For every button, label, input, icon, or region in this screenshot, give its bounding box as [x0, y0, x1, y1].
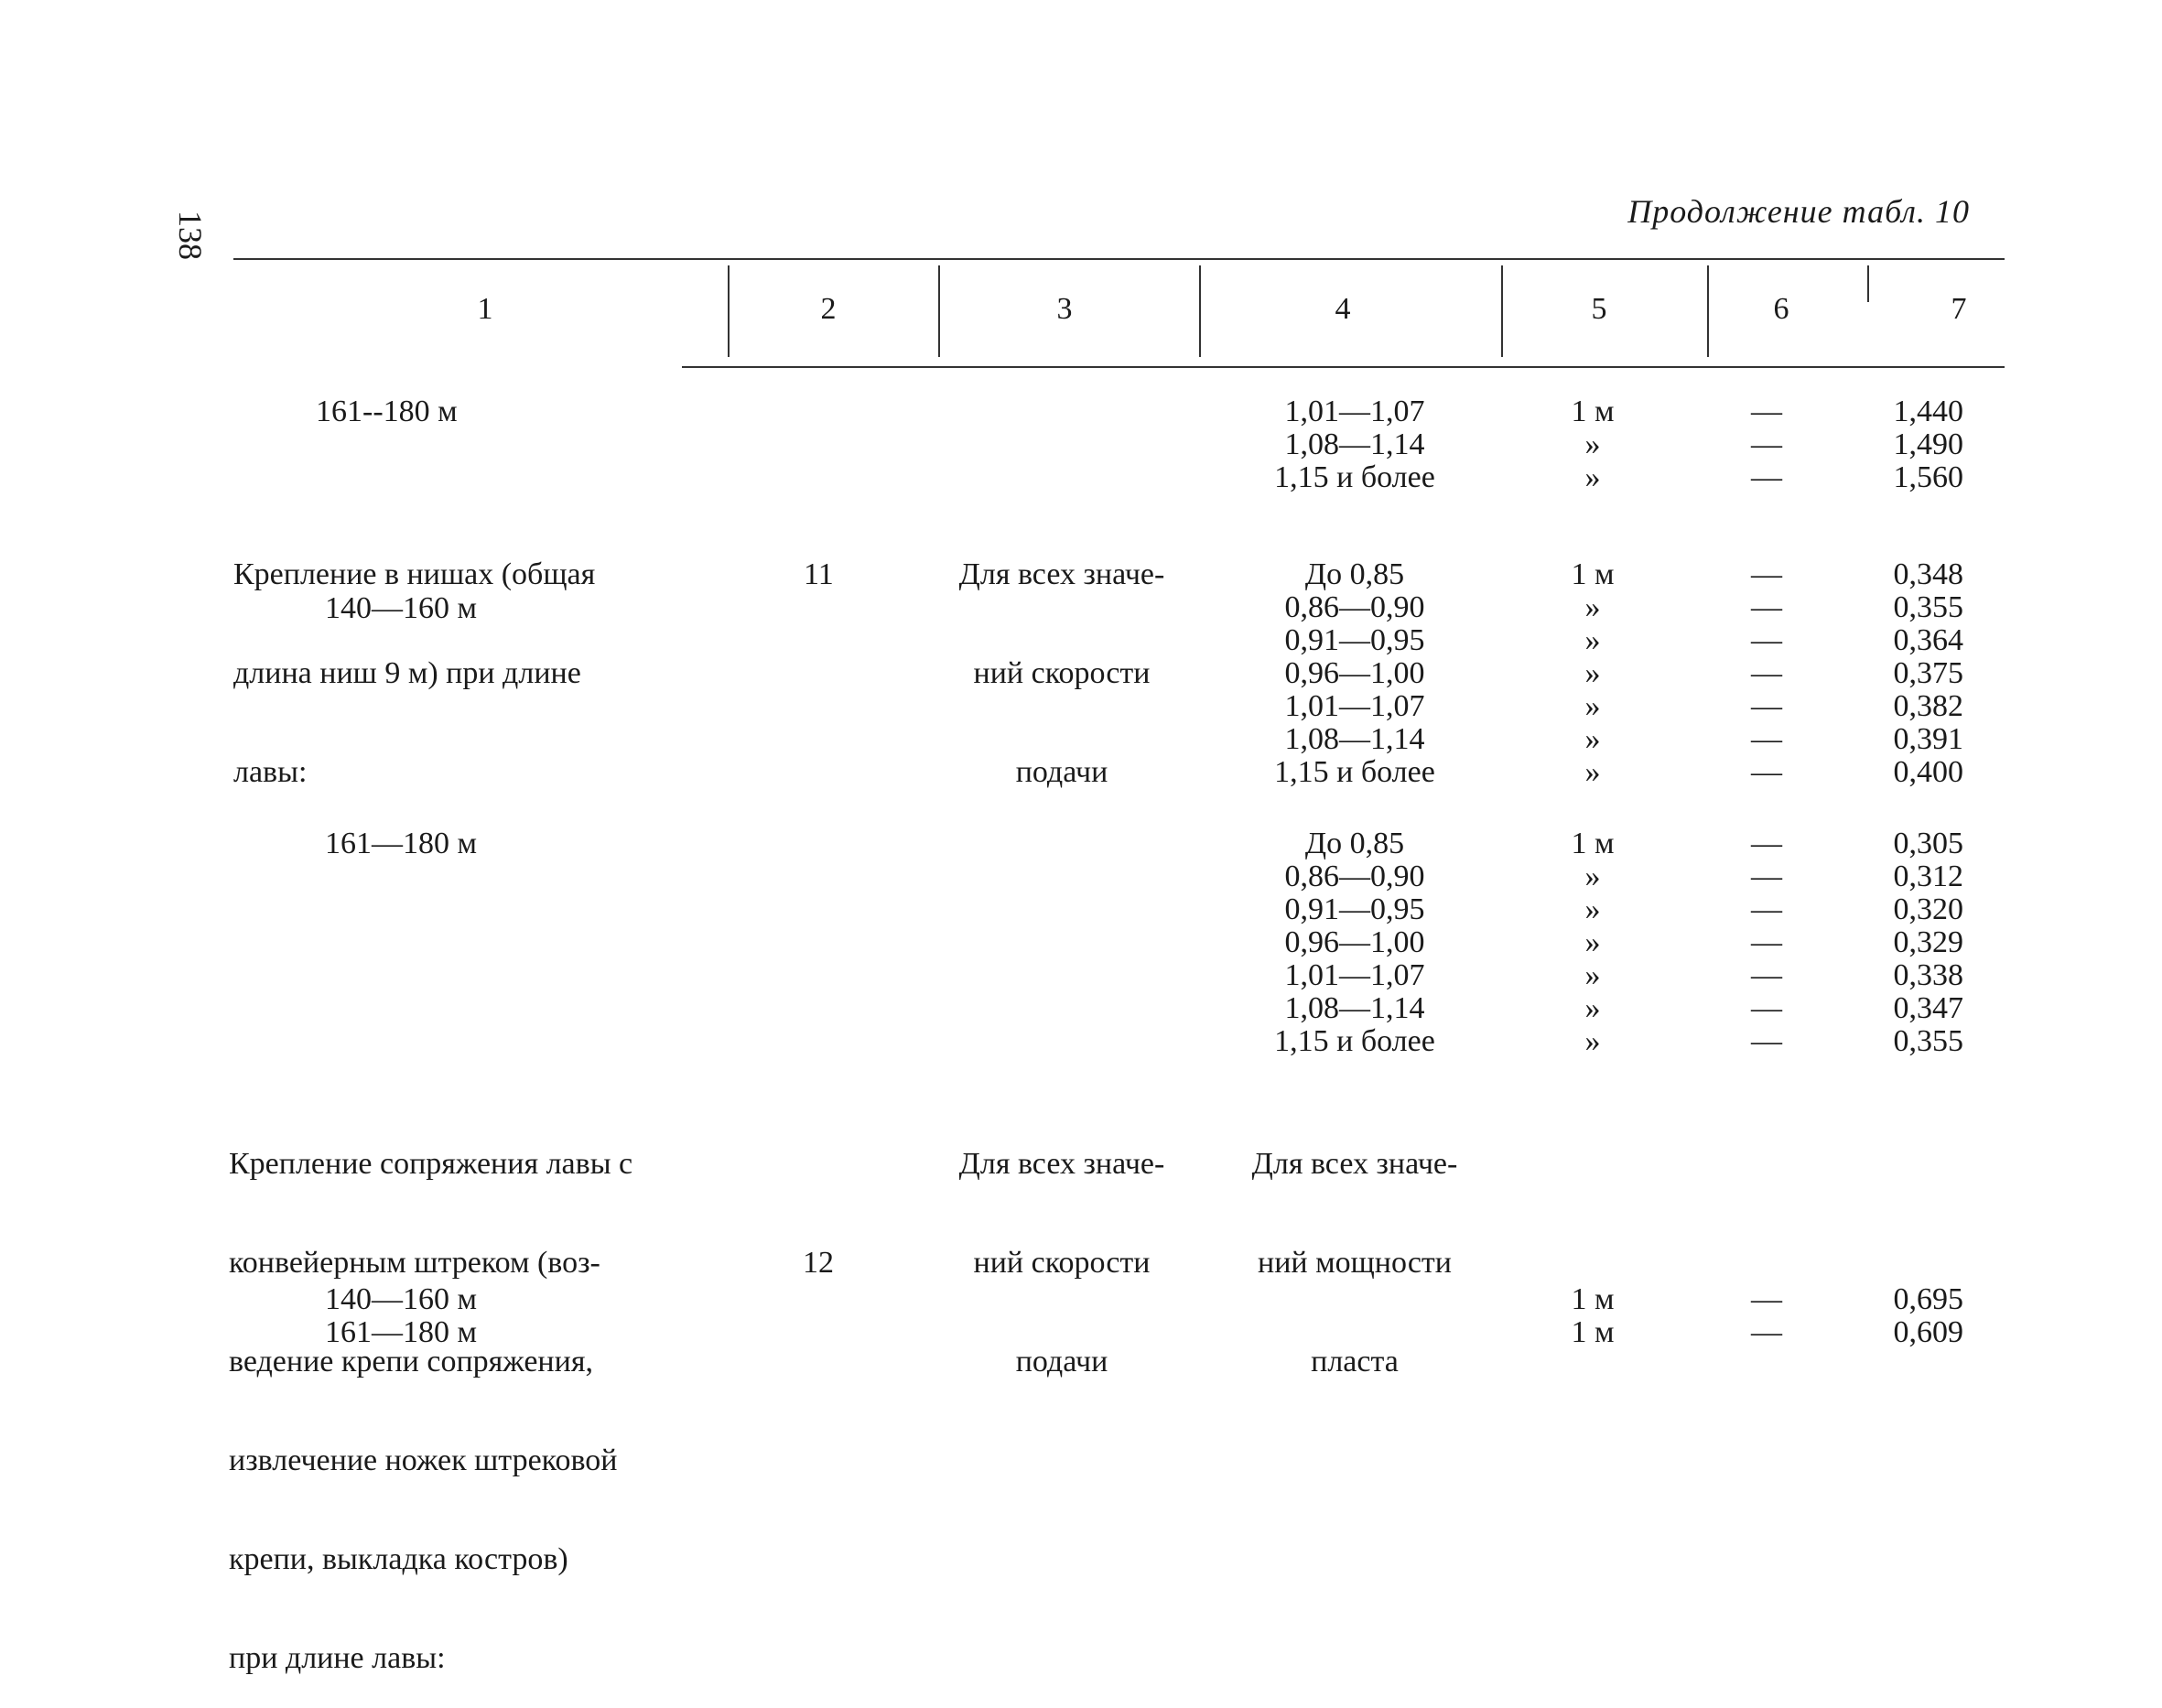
column-header-6: 6	[1773, 292, 1789, 326]
page-number: 138	[172, 211, 209, 260]
column-header-5: 5	[1591, 292, 1607, 326]
row-code: 11	[804, 557, 834, 591]
cell-col-4: До 0,85	[1304, 827, 1405, 860]
cell-col-5: 1 м	[1571, 827, 1615, 860]
column-header-3: 3	[1056, 292, 1073, 326]
cell-col-5: »	[1584, 958, 1601, 992]
cell-col-7: 0,375	[1893, 656, 1963, 690]
cell-col-5: 1 м	[1571, 1315, 1615, 1349]
cell-col-6: —	[1751, 925, 1782, 959]
column-separator	[1867, 265, 1869, 302]
feed-speed-note	[924, 1082, 1199, 1411]
cell-col-5: »	[1584, 460, 1601, 494]
cell-col-7: 0,312	[1893, 859, 1963, 893]
column-separator	[1501, 265, 1503, 357]
cell-col-7: 0,382	[1893, 689, 1963, 723]
cell-col-6: —	[1751, 557, 1782, 591]
cell-col-7: 0,391	[1893, 722, 1963, 756]
cell-col-6: —	[1751, 991, 1782, 1025]
cell-col-4: 1,01—1,07	[1284, 395, 1425, 428]
work-description	[233, 492, 723, 822]
length-label: 140—160 м	[325, 591, 478, 625]
description-line: длина ниш 9 м) при длине	[233, 656, 581, 690]
note-line: Для всех значе-	[958, 557, 1165, 591]
cell-col-6: —	[1751, 827, 1782, 860]
column-header-7: 7	[1951, 292, 1967, 326]
description-line: ведение крепи сопряжения,	[229, 1345, 593, 1378]
cell-col-5: »	[1584, 892, 1601, 926]
cell-col-5: 1 м	[1571, 1282, 1615, 1316]
cell-col-5: »	[1584, 859, 1601, 893]
column-separator	[728, 265, 730, 357]
cell-col-7: 0,305	[1893, 827, 1963, 860]
cell-col-7: 0,355	[1893, 1024, 1963, 1058]
note-line: пласта	[1311, 1345, 1399, 1378]
description-line: крепи, выкладка костров)	[229, 1542, 568, 1576]
length-label: 140—160 м	[325, 1282, 478, 1316]
cell-col-5: 1 м	[1571, 395, 1615, 428]
cell-col-7: 1,560	[1893, 460, 1963, 494]
note-line: Для всех значе-	[958, 1147, 1165, 1181]
cell-col-7: 0,329	[1893, 925, 1963, 959]
description-line: Крепление сопряжения лавы с	[229, 1147, 633, 1181]
cell-col-4: 0,91—0,95	[1284, 623, 1425, 657]
column-header-1: 1	[477, 292, 493, 326]
cell-col-6: —	[1751, 1315, 1782, 1349]
note-line: подачи	[1015, 755, 1108, 789]
cell-col-6: —	[1751, 395, 1782, 428]
cell-col-7: 0,400	[1893, 755, 1963, 789]
cell-col-6: —	[1751, 689, 1782, 723]
note-line: подачи	[1015, 1345, 1108, 1378]
cell-col-4: 1,01—1,07	[1284, 689, 1425, 723]
column-separator	[938, 265, 940, 357]
cell-col-4: 1,15 и более	[1274, 755, 1435, 789]
cell-col-7: 0,355	[1893, 590, 1963, 624]
cell-col-7: 0,348	[1893, 557, 1963, 591]
cell-col-6: —	[1751, 623, 1782, 657]
description-line: лавы:	[233, 755, 308, 789]
description-line: Крепление в нишах (общая	[233, 557, 596, 591]
cell-col-5: »	[1584, 590, 1601, 624]
note-line: ний скорости	[973, 1246, 1151, 1280]
note-line: ний скорости	[973, 656, 1151, 690]
cell-col-5: »	[1584, 427, 1601, 461]
row-code: 12	[803, 1246, 834, 1280]
column-separator	[1707, 265, 1709, 357]
cell-col-6: —	[1751, 1024, 1782, 1058]
note-line: Для всех значе-	[1251, 1147, 1458, 1181]
cell-col-5: 1 м	[1571, 557, 1615, 591]
cell-col-4: 1,15 и более	[1274, 460, 1435, 494]
header-top-rule	[233, 258, 2005, 260]
work-description	[229, 1082, 723, 1708]
cell-col-5: »	[1584, 656, 1601, 690]
table-caption: Продолжение табл. 10	[1627, 193, 1970, 230]
cell-col-4: 1,08—1,14	[1284, 722, 1425, 756]
cell-col-7: 0,338	[1893, 958, 1963, 992]
cell-col-7: 1,440	[1893, 395, 1963, 428]
length-label: 161—180 м	[325, 1315, 478, 1349]
note-line: ний мощности	[1258, 1246, 1452, 1280]
cell-col-7: 1,490	[1893, 427, 1963, 461]
cell-col-4: 1,01—1,07	[1284, 958, 1425, 992]
cell-col-7: 0,364	[1893, 623, 1963, 657]
cell-col-5: »	[1584, 623, 1601, 657]
cell-col-6: —	[1751, 1282, 1782, 1316]
cell-col-6: —	[1751, 722, 1782, 756]
cell-col-6: —	[1751, 892, 1782, 926]
cell-col-5: »	[1584, 689, 1601, 723]
cell-col-5: »	[1584, 925, 1601, 959]
cell-col-4: До 0,85	[1304, 557, 1405, 591]
feed-speed-note	[924, 492, 1199, 822]
cell-col-5: »	[1584, 755, 1601, 789]
description-line: при длине лавы:	[229, 1641, 446, 1675]
cell-col-7: 0,695	[1893, 1282, 1963, 1316]
cell-col-5: »	[1584, 1024, 1601, 1058]
length-label: 161—180 м	[325, 827, 478, 860]
column-header-2: 2	[820, 292, 837, 326]
cell-col-4: 0,96—1,00	[1284, 656, 1425, 690]
cell-col-4: 0,91—0,95	[1284, 892, 1425, 926]
cell-col-6: —	[1751, 755, 1782, 789]
column-separator	[1199, 265, 1201, 357]
cell-col-5: »	[1584, 991, 1601, 1025]
cell-col-6: —	[1751, 427, 1782, 461]
cell-col-4: 1,08—1,14	[1284, 991, 1425, 1025]
header-bottom-rule	[682, 366, 2005, 368]
cell-col-7: 0,347	[1893, 991, 1963, 1025]
cell-col-4: 1,08—1,14	[1284, 427, 1425, 461]
description-line: извлечение ножек штрековой	[229, 1443, 618, 1477]
cell-col-6: —	[1751, 958, 1782, 992]
cell-col-7: 0,609	[1893, 1315, 1963, 1349]
cell-col-4: 0,86—0,90	[1284, 590, 1425, 624]
description-line: конвейерным штреком (воз-	[229, 1246, 600, 1280]
column-header-4: 4	[1335, 292, 1351, 326]
cell-col-6: —	[1751, 859, 1782, 893]
cell-col-6: —	[1751, 590, 1782, 624]
cell-col-5: »	[1584, 722, 1601, 756]
cell-col-4: 0,96—1,00	[1284, 925, 1425, 959]
cell-col-6: —	[1751, 460, 1782, 494]
cell-col-4: 0,86—0,90	[1284, 859, 1425, 893]
length-label: 161--180 м	[316, 395, 458, 428]
cell-col-6: —	[1751, 656, 1782, 690]
cell-col-4: 1,15 и более	[1274, 1024, 1435, 1058]
seam-thickness-note	[1217, 1082, 1492, 1411]
cell-col-7: 0,320	[1893, 892, 1963, 926]
